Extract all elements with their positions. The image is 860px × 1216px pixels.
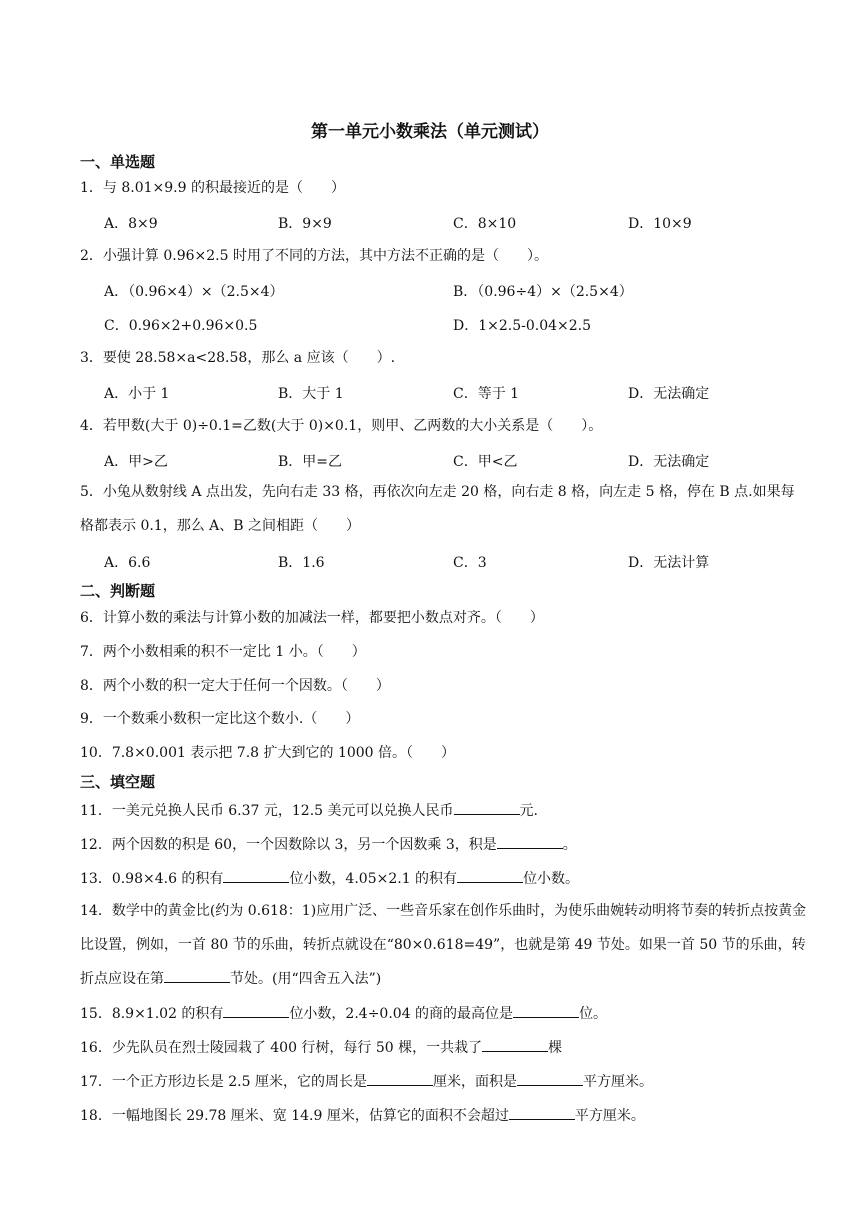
question-10: 10．7.8×0.001 表示把 7.8 扩大到它的 1000 倍。（ ） xyxy=(80,745,456,761)
question-1: 1．与 8.01×9.9 的积最接近的是（ ） xyxy=(80,180,345,196)
q11-text-2: 元. xyxy=(519,803,538,819)
q3-option-c: C．等于 1 xyxy=(453,386,520,402)
question-12 xyxy=(80,834,577,855)
q13-text-1: 13．0.98×4.6 的积有 xyxy=(80,871,224,887)
q5-option-d: D．无法计算 xyxy=(628,555,710,571)
q17-text-3: 平方厘米。 xyxy=(582,1074,653,1090)
question-14 xyxy=(80,894,808,996)
q4-option-d: D．无法确定 xyxy=(628,454,710,470)
q18-text-2: 平方厘米。 xyxy=(574,1108,645,1124)
question-13 xyxy=(80,868,579,889)
q1-option-d: D．10×9 xyxy=(628,216,692,232)
q2-option-b: B．（0.96÷4）×（2.5×4） xyxy=(453,284,633,300)
q3-option-a: A．小于 1 xyxy=(104,386,170,402)
q5-option-b: B．1.6 xyxy=(278,555,325,571)
q3-option-b: B．大于 1 xyxy=(278,386,344,402)
q2-option-c: C．0.96×2+0.96×0.5 xyxy=(104,318,258,334)
answer-blank[interactable] xyxy=(482,1037,548,1052)
answer-blank[interactable] xyxy=(457,868,523,883)
question-4: 4．若甲数(大于 0)÷0.1=乙数(大于 0)×0.1，则甲、乙两数的大小关系是（ ）。 xyxy=(80,418,603,434)
answer-blank[interactable] xyxy=(497,834,563,849)
q2-option-a: A．（0.96×4）×（2.5×4） xyxy=(104,284,284,300)
section-heading-multiple-choice: 一、单选题 xyxy=(80,153,156,171)
answer-blank[interactable] xyxy=(513,1003,579,1018)
q17-text-1: 17．一个正方形边长是 2.5 厘米，它的周长是 xyxy=(80,1074,367,1090)
answer-blank[interactable] xyxy=(223,868,289,883)
question-16 xyxy=(80,1037,562,1058)
answer-blank[interactable] xyxy=(454,800,520,815)
question-11 xyxy=(80,800,538,821)
question-5: 5．小兔从数射线 A 点出发，先向右走 33 格，再依次向左走 20 格，向右走 8 格，向左走 5 格，停在 B 点.如果每格都表示 0.1，那么 A、B 之间相距（ ） xyxy=(80,484,795,534)
q17-text-2: 厘米，面积是 xyxy=(432,1074,517,1090)
answer-blank[interactable] xyxy=(509,1105,575,1120)
answer-blank[interactable] xyxy=(164,968,230,983)
question-3: 3．要使 28.58×a<28.58，那么 a 应该（ ）. xyxy=(80,350,396,366)
answer-blank[interactable] xyxy=(367,1071,433,1086)
q5-option-a: A．6.6 xyxy=(104,555,151,571)
q11-text-1: 11．一美元兑换人民币 6.37 元，12.5 美元可以兑换人民币 xyxy=(80,803,454,819)
q12-text-2: 。 xyxy=(562,837,577,853)
q16-text-1: 16．少先队员在烈士陵园栽了 400 行树，每行 50 棵，一共栽了 xyxy=(80,1040,483,1056)
q15-text-1: 15．8.9×1.02 的积有 xyxy=(80,1006,224,1022)
q13-text-2: 位小数，4.05×2.1 的积有 xyxy=(289,871,458,887)
question-8: 8．两个小数的积一定大于任何一个因数。（ ） xyxy=(80,678,390,694)
q1-option-c: C．8×10 xyxy=(453,216,517,232)
q14-text-1: 14．数学中的黄金比(约为 0.618：1)应用广泛、一些音乐家在创作乐曲时，为使乐曲婉转动明将节奏的转折点按黄金比设置，例如，一首 80 节的乐曲，转折点就设在“80×0.618=49”，也就是第 49 节处。如果一首 50 节的乐曲，转折点应设在第 xyxy=(80,903,807,987)
question-15 xyxy=(80,1003,607,1024)
q4-option-c: C．甲<乙 xyxy=(453,454,518,470)
q16-text-2: 棵 xyxy=(548,1040,563,1056)
q13-text-3: 位小数。 xyxy=(523,871,580,887)
question-9: 9．一个数乘小数积一定比这个数小.（ ） xyxy=(80,711,360,727)
q12-text-1: 12．两个因数的积是 60，一个因数除以 3，另一个因数乘 3，积是 xyxy=(80,837,497,853)
q14-text-2: 节处。(用“四舍五入法”) xyxy=(230,971,382,987)
q15-text-3: 位。 xyxy=(579,1006,608,1022)
question-7: 7．两个小数相乘的积不一定比 1 小。（ ） xyxy=(80,644,366,660)
question-2: 2．小强计算 0.96×2.5 时用了不同的方法，其中方法不正确的是（ ）。 xyxy=(80,248,548,264)
section-heading-true-false: 二、判断题 xyxy=(80,582,156,600)
question-18 xyxy=(80,1105,645,1126)
answer-blank[interactable] xyxy=(517,1071,583,1086)
q3-option-d: D．无法确定 xyxy=(628,386,710,402)
question-17 xyxy=(80,1071,653,1092)
q4-option-b: B．甲=乙 xyxy=(278,454,343,470)
page-title: 第一单元小数乘法（单元测试） xyxy=(311,122,549,142)
question-6: 6．计算小数的乘法与计算小数的加减法一样，都要把小数点对齐。（ ） xyxy=(80,610,544,626)
section-heading-fill-in: 三、填空题 xyxy=(80,773,156,791)
q1-option-a: A．8×9 xyxy=(104,216,158,232)
answer-blank[interactable] xyxy=(223,1003,289,1018)
q5-option-c: C．3 xyxy=(453,555,487,571)
q2-option-d: D．1×2.5-0.04×2.5 xyxy=(453,318,592,334)
q18-text-1: 18．一幅地图长 29.78 厘米、宽 14.9 厘米，估算它的面积不会超过 xyxy=(80,1108,509,1124)
q1-option-b: B．9×9 xyxy=(278,216,332,232)
q4-option-a: A．甲>乙 xyxy=(104,454,168,470)
q15-text-2: 位小数，2.4÷0.04 的商的最高位是 xyxy=(289,1006,514,1022)
